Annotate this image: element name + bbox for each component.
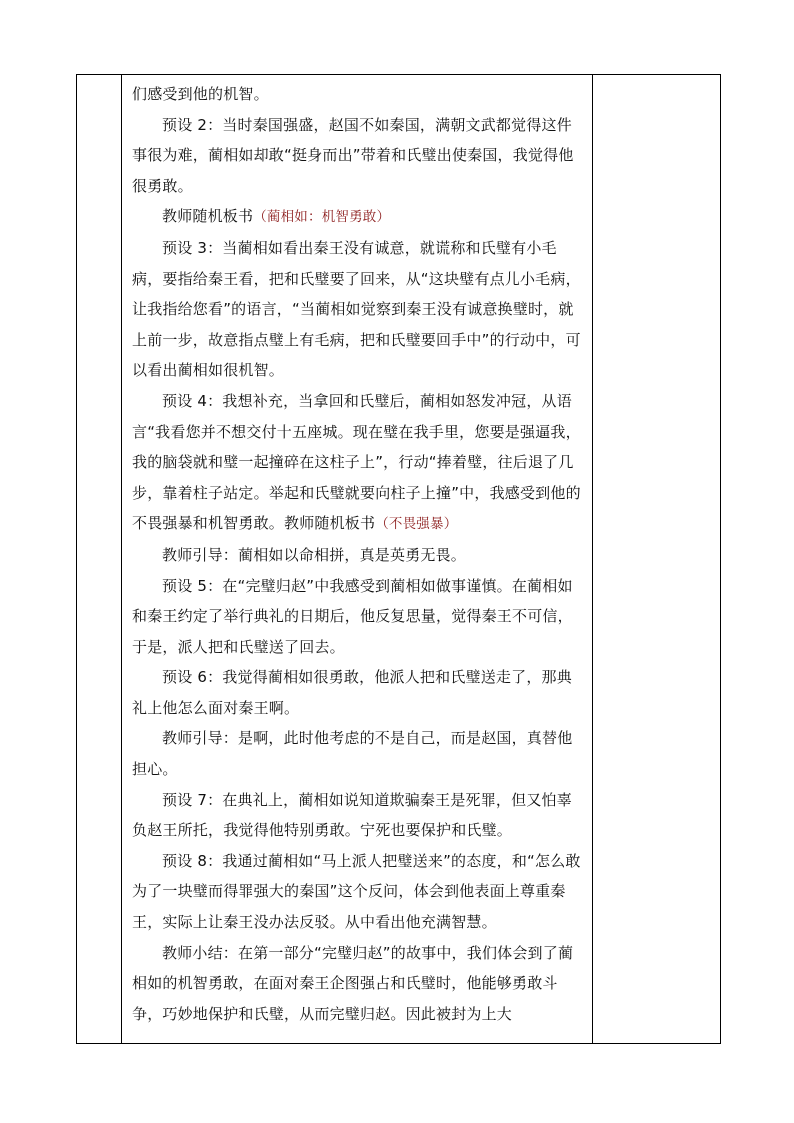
paragraph <box>132 723 582 784</box>
paragraph-text: 预设 7：在典礼上，蔺相如说知道欺骗秦王是死罪，但又怕辜负赵王所托，我觉得他特别勇敢。宁死也要保护和氏璧。 <box>132 790 572 840</box>
paragraph-text: 教师引导：蔺相如以命相拼，真是英勇无畏。 <box>162 545 467 564</box>
table-row <box>77 75 721 1044</box>
paragraph-text: 教师引导：是啊，此时他考虑的不是自己，而是赵国，真替他担心。 <box>132 729 573 779</box>
lesson-content <box>122 75 592 1029</box>
paragraph-text: 教师小结：在第一部分“完璧归赵”的故事中，我们体会到了蔺相如的机智勇敢，在面对秦王企图强占和氏璧时，他能够勇敢斗争，巧妙地保护和氏璧，从而完璧归赵。因此被封为上大 <box>132 943 574 1023</box>
paragraph <box>132 785 582 846</box>
paragraph <box>132 571 582 663</box>
paragraph-text: 预设 3：当蔺相如看出秦王没有诚意，就谎称和氏璧有小毛病，要指给秦王看，把和氏璧要了回来，从“这块璧有点儿小毛病，让我指给您看”的语言，“当蔺相如觉察到秦王没有诚意换璧时，就上前一步，故意指点璧上有毛病，把和氏璧要回手中”的行动中，可以看出蔺相如很机智。 <box>132 238 581 380</box>
paragraph-text: 预设 4：我想补充，当拿回和氏璧后，蔺相如怒发冲冠，从语言“我看您并不想交付十五座城。现在璧在我手里，您要是强逼我，我的脑袋就和璧一起撞碎在这柱子上”，行动“捧着璧，往后退了几步，靠着柱子站定。举起和氏璧就要向柱子上撞”中，我感受到他的不畏强暴和机智勇敢。教师随机板书 <box>132 391 581 533</box>
paragraph <box>132 540 582 571</box>
right-column-cell <box>593 75 721 1044</box>
lesson-plan-table <box>76 74 721 1044</box>
paragraph <box>132 846 582 938</box>
paragraph <box>132 662 582 723</box>
paragraph <box>132 110 582 202</box>
content-column-cell <box>122 75 593 1044</box>
paragraph-text: 预设 5：在“完璧归赵”中我感受到蔺相如做事谨慎。在蔺相如和秦王约定了举行典礼的日期后，他反复思量，觉得秦王不可信，于是，派人把和氏璧送了回去。 <box>132 576 573 656</box>
paragraph <box>132 201 582 233</box>
board-note: （不畏强暴） <box>375 516 458 533</box>
paragraph-text: 预设 2：当时秦国强盛，赵国不如秦国，满朝文武都觉得这件事很为难，蔺相如却敢“挺身而出”带着和氏璧出使秦国，我觉得他很勇敢。 <box>132 115 574 195</box>
board-note: （蔺相如：机智勇敢） <box>253 209 391 226</box>
paragraph-text: 预设 6：我觉得蔺相如很勇敢，他派人把和氏璧送走了，那典礼上他怎么面对秦王啊。 <box>132 668 572 717</box>
paragraph-text: 预设 8：我通过蔺相如“马上派人把璧送来”的态度，和“怎么敢为了一块璧而得罪强大的秦国”这个反问，体会到他表面上尊重秦王，实际上让秦王没办法反驳。从中看出他充满智慧。 <box>132 851 581 932</box>
paragraph <box>132 233 582 386</box>
left-column-cell <box>77 75 122 1044</box>
paragraph <box>132 386 582 540</box>
paragraph <box>132 938 582 1030</box>
paragraph-text: 们感受到他的机智。 <box>132 85 269 103</box>
paragraph <box>132 79 582 110</box>
paragraph-text: 教师随机板书 <box>162 207 254 226</box>
